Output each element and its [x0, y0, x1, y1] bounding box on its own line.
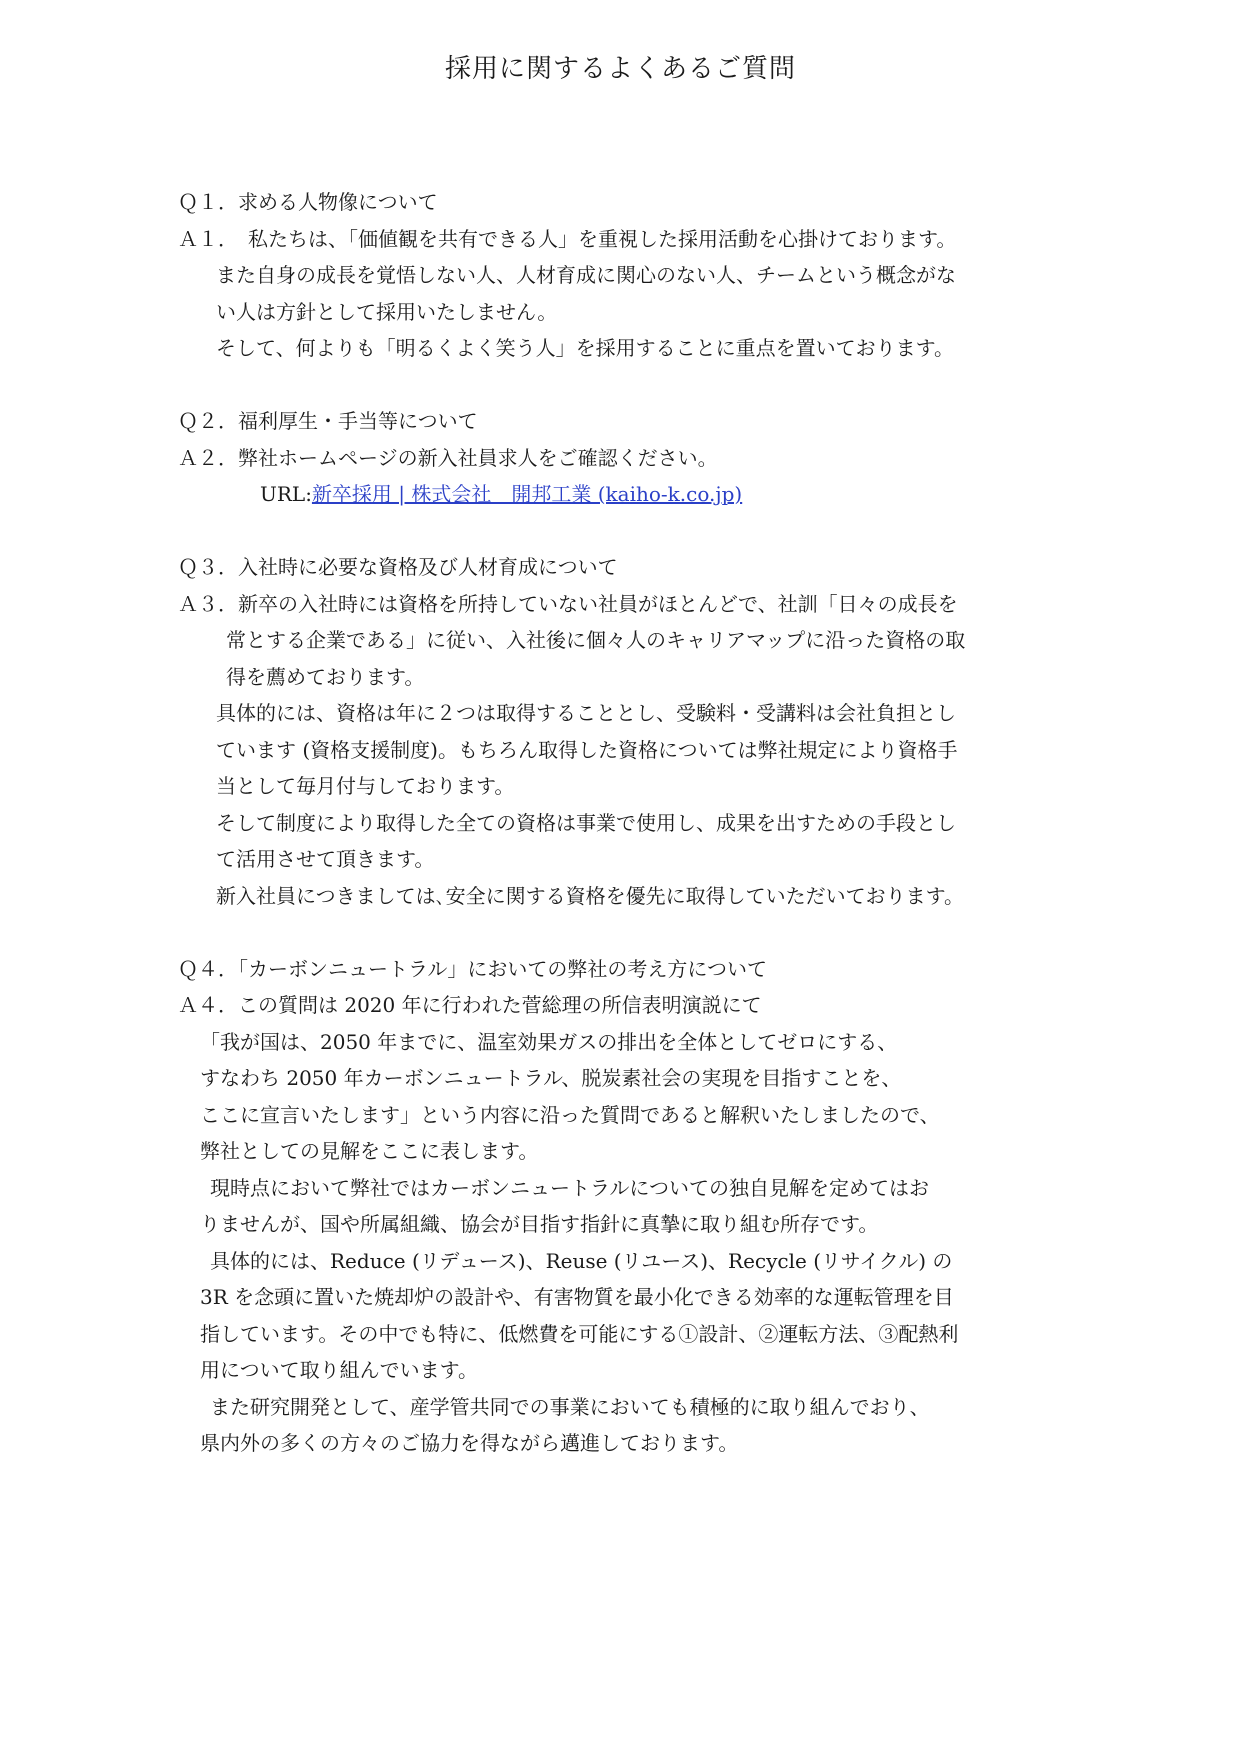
answer-4-line: 指しています。その中でも特に、低燃費を可能にする①設計、②運転方法、③配熱利 [200, 1321, 959, 1346]
question-3: Ｑ３．入社時に必要な資格及び人材育成について [178, 555, 618, 579]
answer-1-line: Ａ１． 私たちは、「価値観を共有できる人」を重視した採用活動を心掛けております。 [178, 226, 957, 251]
answer-3-line: 具体的には、資格は年に２つは取得することとし、受験料・受講料は会社負担とし [216, 701, 956, 725]
answer-4-line: Ａ４．この質問は 2020 年に行われた菅総理の所信表明演説にて [178, 993, 762, 1017]
faq-q4 [178, 951, 1078, 1462]
answer-4-line: 弊社としての見解をここに表します。 [200, 1139, 539, 1163]
recruit-page-link[interactable]: 新卒採用 | 株式会社 開邦工業 (kaiho-k.co.jp) [311, 482, 743, 506]
faq-q2 [178, 403, 1078, 513]
answer-3-line: 得を薦めております。 [226, 664, 425, 689]
answer-3-line: Ａ３．新卒の入社時には資格を所持していない社員がほとんどで、社訓「日々の成長を [178, 591, 958, 616]
faq-content [178, 184, 1078, 1498]
url-prefix: URL: [260, 482, 312, 506]
answer-3-line: ています (資格支援制度)。もちろん取得した資格については弊社規定により資格手 [216, 737, 958, 762]
answer-4-line: 具体的には、Reduce (リデュース)、Reuse (リユース)、Recycle (リサイクル) の [210, 1248, 953, 1273]
answer-3-line: て活用させて頂きます。 [216, 847, 435, 871]
answer-4-line: 用について取り組んでいます。 [200, 1358, 478, 1382]
question-4: Ｑ４．「カーボンニュートラル」においての弊社の考え方について [178, 956, 767, 981]
answer-4-line: 「我が国は、2050 年までに、温室効果ガスの排出を全体としてゼロにする、 [200, 1029, 898, 1054]
answer-4-line: また研究開発として、産学管共同での事業においても積極的に取り組んでおり、 [210, 1394, 930, 1419]
answer-2-url [178, 476, 1078, 513]
page-title: 採用に関するよくあるご質問 [444, 54, 796, 84]
faq-q1 [178, 184, 1078, 367]
answer-4-line: りませんが、国や所属組織、協会が目指す指針に真摯に取り組む所存です。 [200, 1212, 879, 1236]
answer-4-line: 県内外の多くの方々のご協力を得ながら邁進しております。 [200, 1431, 739, 1455]
answer-4-line: ここに宣言いたします」という内容に沿った質問であると解釈いたしましたので、 [200, 1102, 940, 1127]
answer-4-line: 3R を念頭に置いた焼却炉の設計や、有害物質を最小化できる効率的な運転管理を目 [200, 1285, 954, 1309]
answer-4-line: 現時点において弊社ではカーボンニュートラルについての独自見解を定めてはお [210, 1175, 929, 1200]
answer-3-line: 当として毎月付与しております。 [216, 774, 515, 798]
faq-q3 [178, 549, 1078, 914]
answer-3-line: 新入社員につきましては､安全に関する資格を優先に取得していただいております。 [216, 883, 964, 908]
answer-4-line: すなわち 2050 年カーボンニュートラル、脱炭素社会の実現を目指すことを、 [200, 1066, 902, 1090]
answer-1-line: い人は方針として採用いたしません。 [216, 299, 558, 324]
answer-1-line: また自身の成長を覚悟しない人、人材育成に関心のない人、チームという概念がな [216, 263, 956, 287]
answer-3-line: そして制度により取得した全ての資格は事業で使用し、成果を出すための手段とし [216, 810, 956, 835]
answer-1-line: そして、何よりも「明るくよく笑う人」を採用することに重点を置いております。 [216, 336, 954, 360]
answer-2-line: Ａ２．弊社ホームページの新入社員求人をご確認ください。 [178, 445, 718, 470]
question-2: Ｑ２．福利厚生・手当等について [178, 409, 478, 433]
question-1: Ｑ１．求める人物像について [178, 190, 438, 214]
answer-3-line: 常とする企業である」に従い、入社後に個々人のキャリアマップに沿った資格の取 [226, 628, 966, 652]
